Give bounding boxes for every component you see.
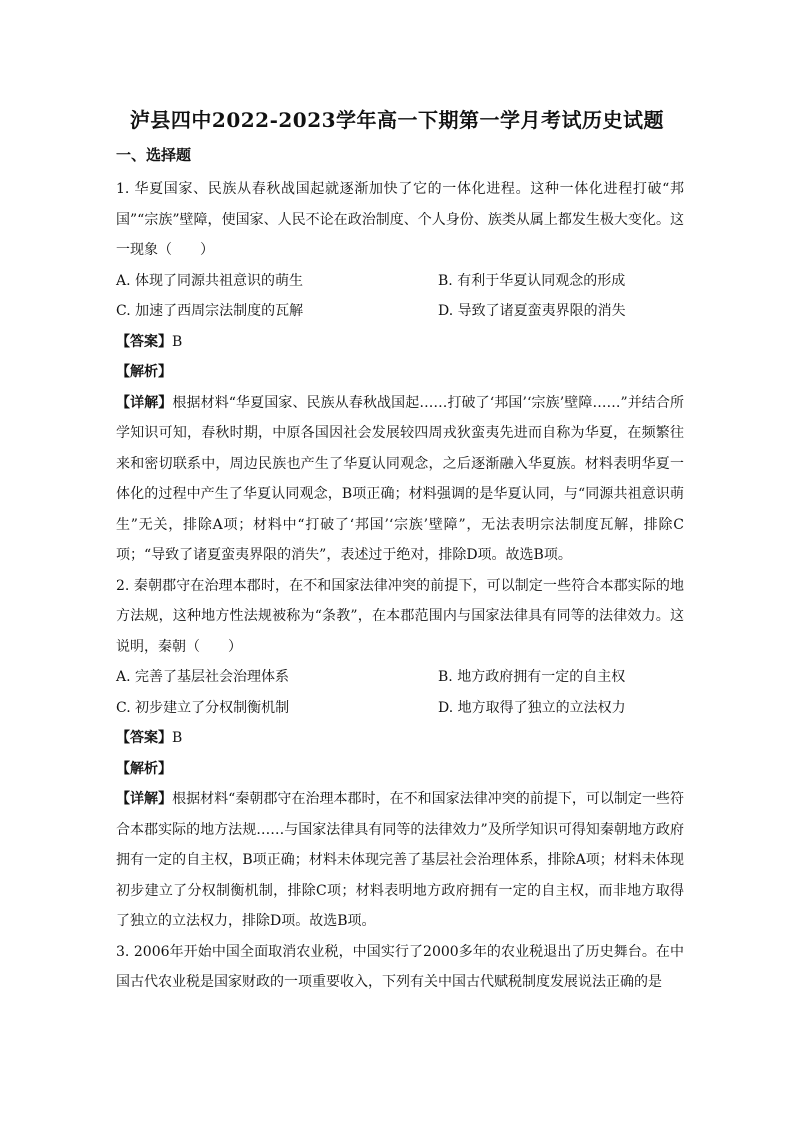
detail-text: 根据材料“华夏国家、民族从春秋战国起……打破了‘邦国’‘宗族’壁障……”并结合所学知识可知，春秋时期，中原各国因社会发展较四周戎狄蛮夷先进而自称为华夏，在频繁往来和密切联系中，周边民族也产生了华夏认同观念，之后逐渐融入华夏族。材料表明华夏一体化的过程中产生了华夏认同观念，B项正确；材料强调的是华夏认同，与“同源共祖意识萌生”无关，排除A项；材料中“打破了‘邦国’‘宗族’壁障”，无法表明宗法制度瓦解，排除C项；“导致了诸夏蛮夷界限的消失”，表述过于绝对，排除D项。故选B项。 <box>116 394 684 563</box>
analysis-line <box>116 357 684 388</box>
option-c: C. 初步建立了分权制衡机制 <box>116 699 290 716</box>
detail-tag: 【详解】 <box>116 791 173 807</box>
answer-value: B <box>172 730 183 746</box>
question-1 <box>116 174 684 571</box>
option-d: D. 地方取得了独立的立法权力 <box>438 699 626 716</box>
question-stem: 2. 秦朝郡守在治理本郡时，在不和国家法律冲突的前提下，可以制定一些符合本郡实际的地方法规，这种地方性法规被称为“条教”，在本郡范围内与国家法律具有同等的法律效力。这说明，秦朝（ ） <box>116 577 684 655</box>
option-b: B. 有利于华夏认同观念的形成 <box>438 272 626 289</box>
option-a: A. 完善了基层社会治理体系 <box>116 669 290 685</box>
detail-paragraph <box>116 784 684 937</box>
page-title: 泸县四中2022-2023学年高一下期第一学月考试历史试题 <box>129 108 665 132</box>
question-stem: 3. 2006年开始中国全面取消农业税，中国实行了2000多年的农业税退出了历史舞台。在中国古代农业税是国家财政的一项重要收入，下列有关中国古代赋税制度发展说法正确的是 <box>116 943 684 990</box>
options <box>116 662 684 723</box>
options <box>116 266 684 327</box>
answer-tag: 【答案】 <box>116 730 172 746</box>
detail-text: 根据材料“秦朝郡守在治理本郡时，在不和国家法律冲突的前提下，可以制定一些符合本郡实际的地方法规……与国家法律具有同等的法律效力”及所学知识可得知秦朝地方政府拥有一定的自主权，B项正确；材料未体现完善了基层社会治理体系，排除A项；材料未体现初步建立了分权制衡机制，排除C项；材料表明地方政府拥有一定的自主权，而非地方取得了独立的立法权力，排除D项。故选B项。 <box>116 791 685 929</box>
option-a: A. 体现了同源共祖意识的萌生 <box>116 272 304 289</box>
analysis-tag: 【解析】 <box>116 760 172 777</box>
question-2 <box>116 571 684 937</box>
answer-value: B <box>172 333 183 350</box>
option-b: B. 地方政府拥有一定的自主权 <box>438 669 626 685</box>
answer-tag: 【答案】 <box>116 333 172 350</box>
question-3 <box>116 937 684 998</box>
option-d: D. 导致了诸夏蛮夷界限的消失 <box>438 303 626 319</box>
analysis-line <box>116 754 684 785</box>
answer-line <box>116 723 684 754</box>
analysis-tag: 【解析】 <box>116 364 172 380</box>
question-list <box>116 174 684 998</box>
question-stem: 1. 华夏国家、民族从春秋战国起就逐渐加快了它的一体化进程。这种一体化进程打破“邦国”“宗族”壁障，使国家、人民不论在政治制度、个人身份、族类从属上都发生极大变化。这一现象（ ） <box>116 181 684 258</box>
detail-paragraph <box>116 388 684 571</box>
section-heading: 一、选择题 <box>116 146 192 164</box>
option-c: C. 加速了西周宗法制度的瓦解 <box>116 303 304 319</box>
answer-line <box>116 327 684 358</box>
detail-tag: 【详解】 <box>116 394 173 411</box>
